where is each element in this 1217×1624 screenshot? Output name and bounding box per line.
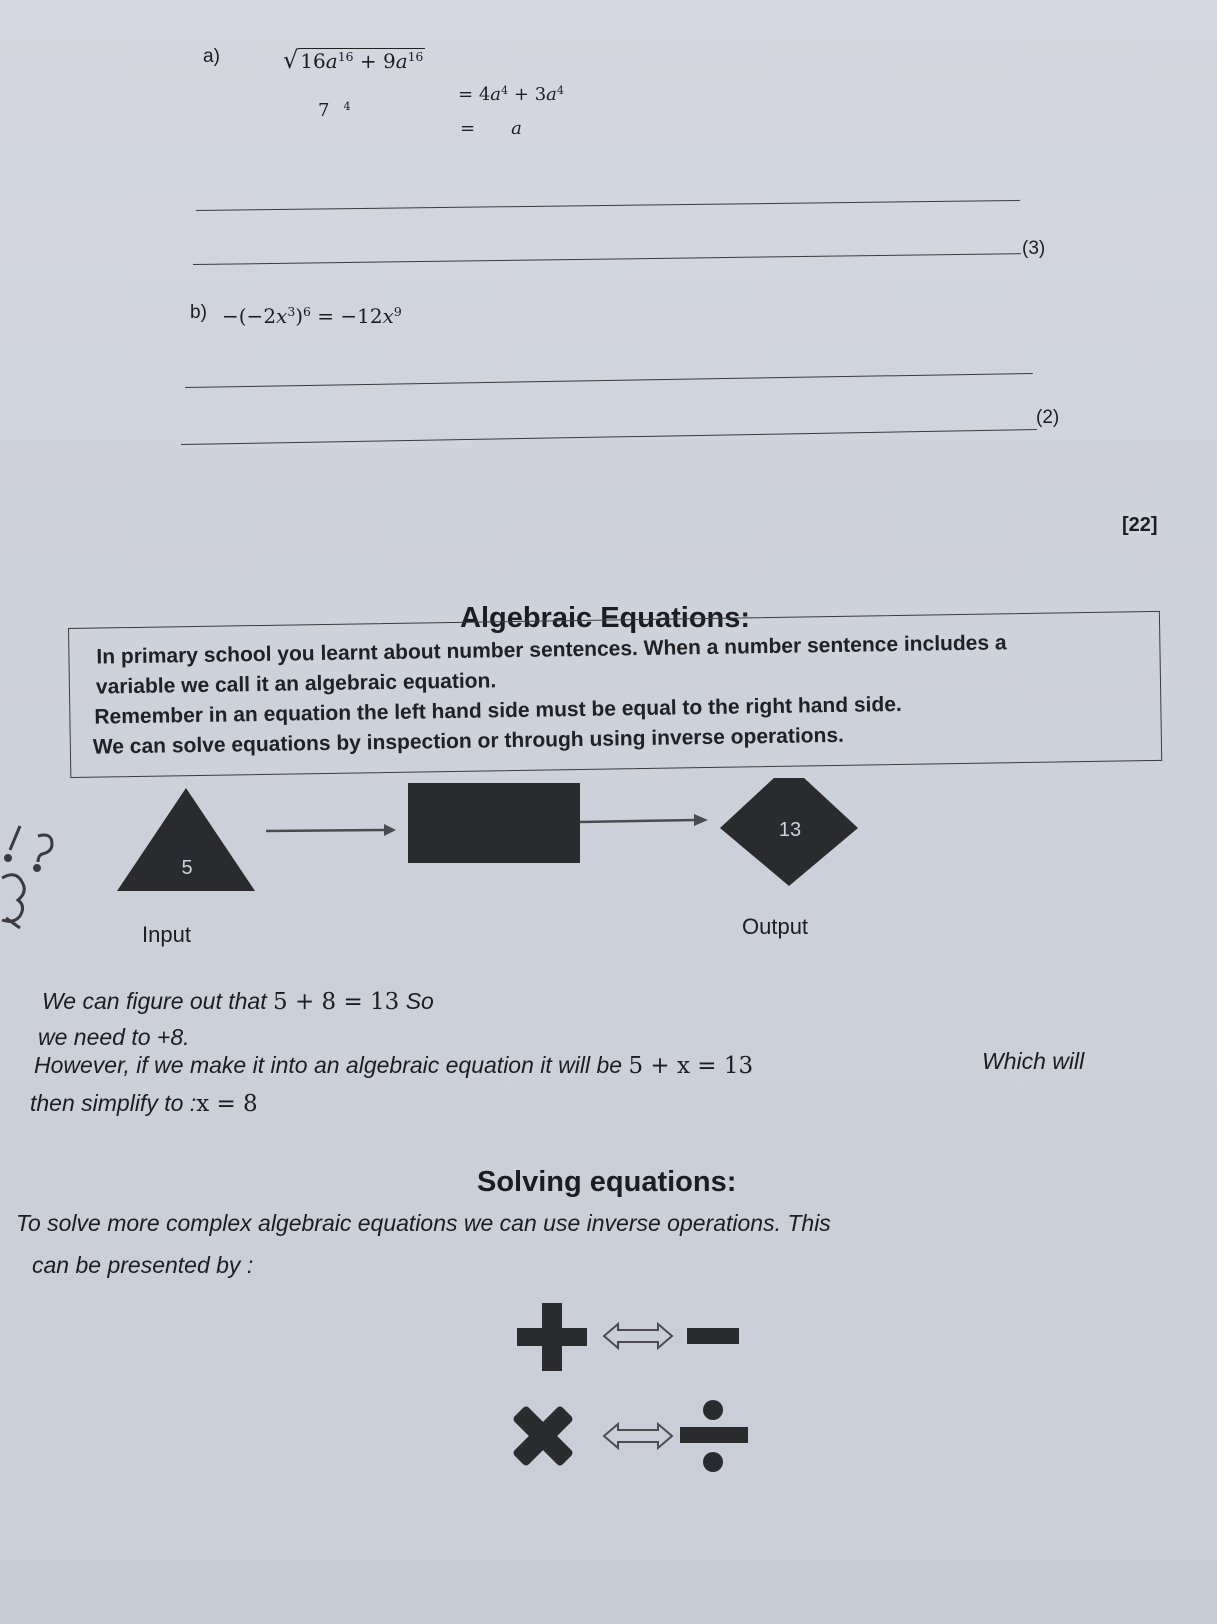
input-label: Input bbox=[142, 922, 191, 947]
explanation-line-3-end: Which will bbox=[982, 1048, 1085, 1074]
answer-line-b2 bbox=[181, 429, 1037, 445]
marks-a: (3) bbox=[1022, 238, 1046, 259]
question-a-line2-left: 7 $^4$ bbox=[318, 99, 351, 121]
minus-icon bbox=[687, 1328, 739, 1344]
plus-icon bbox=[517, 1303, 587, 1371]
question-a-line2-right: = $4a^4 + 3a^4$ bbox=[458, 83, 564, 105]
explanation-line-1: We can figure out that 5 + 8 = 13 So bbox=[42, 988, 434, 1015]
info-line-3: Remember in an equation the left hand side must be equal to the right hand side. bbox=[94, 692, 902, 729]
arrow-right-icon bbox=[580, 814, 708, 826]
solving-text-line-2: can be presented by : bbox=[32, 1252, 254, 1278]
inverse-operations-diagram bbox=[500, 1300, 760, 1480]
info-line-2: variable we call it an algebraic equation. bbox=[95, 669, 497, 699]
double-arrow-icon bbox=[604, 1324, 672, 1348]
info-box bbox=[68, 611, 1162, 778]
answer-line-b1 bbox=[185, 373, 1033, 388]
input-value: 5 bbox=[181, 857, 193, 879]
multiply-icon bbox=[500, 1388, 591, 1480]
radicand: $16a^{16} + 9a^{16}$ bbox=[300, 49, 424, 73]
output-label: Output bbox=[742, 914, 809, 939]
thinking-person-icon bbox=[2, 826, 52, 928]
info-line-1: In primary school you learnt about number sentences. When a number sentence includes a bbox=[96, 631, 1007, 669]
process-box bbox=[408, 783, 580, 863]
question-b-label: b) bbox=[190, 302, 207, 323]
sqrt-sign: √ bbox=[283, 46, 299, 74]
marks-b: (2) bbox=[1036, 407, 1060, 428]
question-b-expression: $-(-2x^3)^6 = -12x^9$ bbox=[222, 304, 402, 328]
output-value: 13 bbox=[778, 819, 802, 841]
question-a-line3: = a bbox=[460, 118, 522, 139]
explanation-line-4: then simplify to :x = 8 bbox=[30, 1090, 258, 1117]
question-a-label: a) bbox=[203, 46, 220, 67]
explanation-line-2: we need to +8. bbox=[38, 1024, 190, 1050]
explanation-line-3: However, if we make it into an algebraic equation it will be 5 + x = 13 bbox=[34, 1052, 754, 1079]
divide-icon bbox=[680, 1400, 748, 1472]
section-title-solving-equations: Solving equations: bbox=[477, 1166, 737, 1198]
question-a-radical bbox=[283, 46, 425, 74]
arrow-right-icon bbox=[266, 824, 396, 836]
info-line-4: We can solve equations by inspection or through using inverse operations. bbox=[92, 723, 845, 759]
double-arrow-icon bbox=[604, 1424, 672, 1448]
answer-line-a2 bbox=[193, 253, 1021, 265]
answer-line-a1 bbox=[196, 200, 1020, 211]
section-title-algebraic-equations: Algebraic Equations: bbox=[460, 602, 751, 634]
total-marks: [22] bbox=[1122, 514, 1158, 536]
solving-text-line-1: To solve more complex algebraic equations we can use inverse operations. This bbox=[16, 1210, 831, 1236]
